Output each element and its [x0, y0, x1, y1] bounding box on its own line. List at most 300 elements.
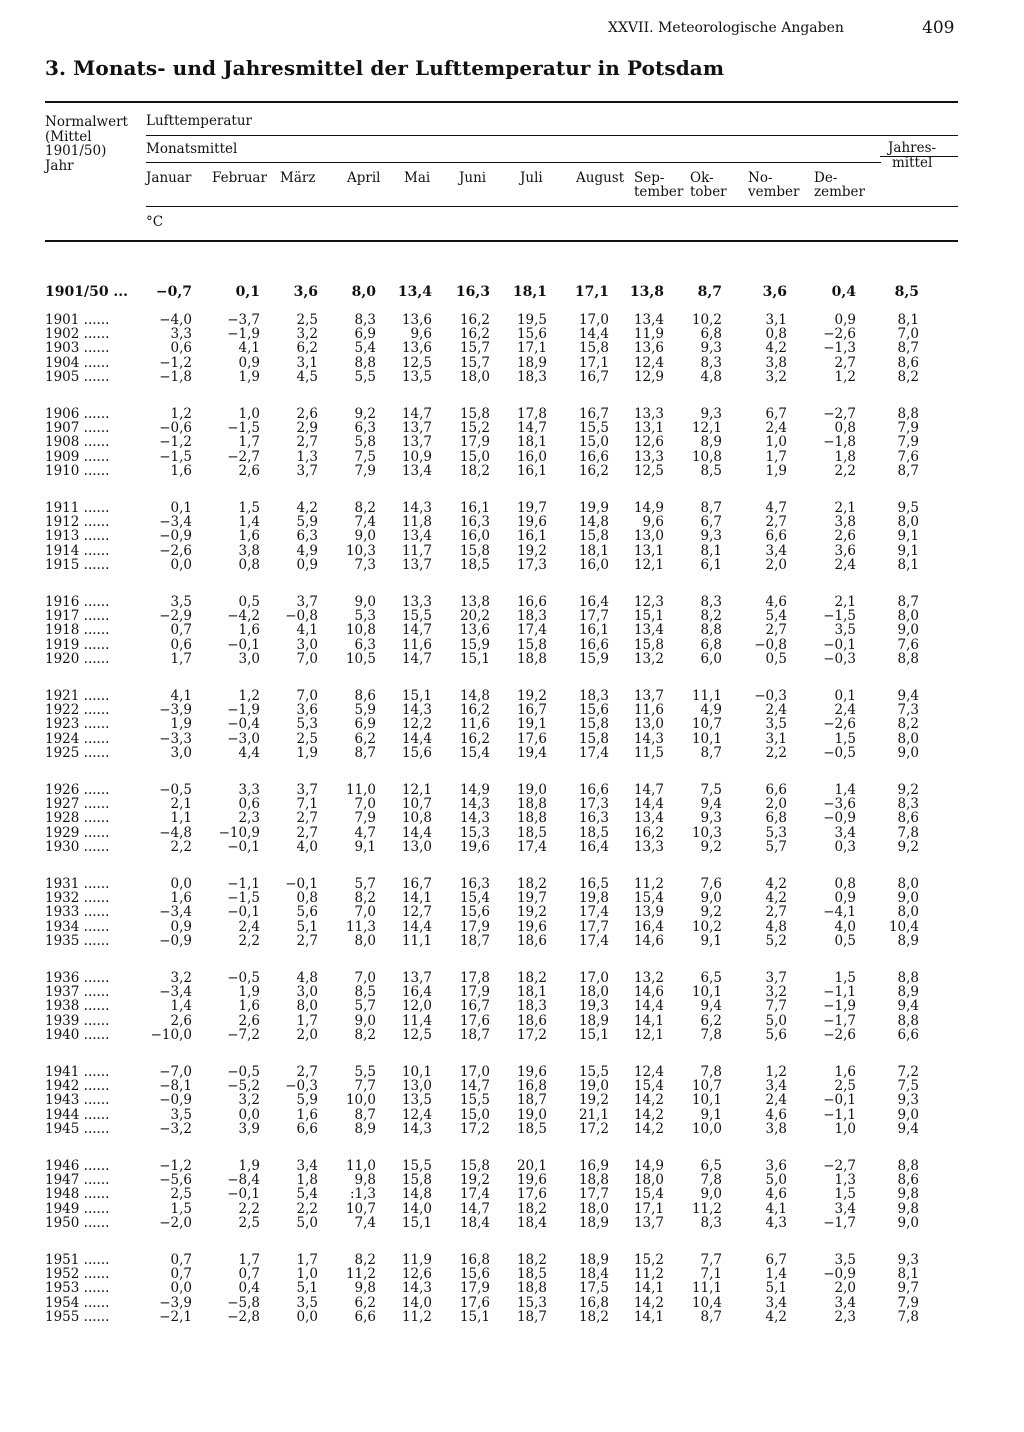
table-row [0, 407, 1024, 422]
value-cell: 2,1 [834, 594, 856, 610]
value-cell: 10,1 [691, 731, 722, 747]
value-cell: 18,3 [578, 688, 609, 704]
value-cell: 9,4 [700, 796, 722, 812]
value-cell: −1,9 [823, 998, 856, 1014]
value-cell: −0,8 [285, 608, 318, 624]
table-row [0, 1216, 1024, 1231]
month-header-line: vember [748, 184, 800, 200]
value-cell: 5,9 [296, 1092, 318, 1108]
annual-mean-cell: 7,8 [897, 1309, 919, 1325]
annual-mean-cell: 8,8 [897, 970, 919, 986]
value-cell: 15,2 [633, 1252, 664, 1268]
value-cell: 3,7 [296, 463, 318, 479]
value-cell: 17,6 [459, 1295, 490, 1311]
annual-mean-cell: 9,0 [897, 1107, 919, 1123]
value-cell: 13,4 [401, 528, 432, 544]
value-cell: −8,4 [227, 1172, 260, 1188]
annual-mean-cell: 9,0 [897, 745, 919, 761]
value-cell: −0,7 [155, 284, 192, 300]
value-cell: 19,2 [516, 688, 547, 704]
value-cell: 1,2 [238, 688, 260, 704]
value-cell: 12,5 [401, 355, 432, 371]
table-row [0, 811, 1024, 826]
value-cell: 16,7 [401, 876, 432, 892]
value-cell: 17,8 [516, 406, 547, 422]
value-cell: 19,0 [516, 1107, 547, 1123]
value-cell: −0,1 [227, 839, 260, 855]
value-cell: 5,6 [765, 1027, 787, 1043]
value-cell: 5,1 [296, 1280, 318, 1296]
value-cell: 3,2 [296, 326, 318, 342]
value-cell: 13,6 [633, 340, 664, 356]
value-cell: 3,6 [762, 284, 787, 300]
month-header [459, 171, 486, 185]
value-cell: 16,1 [578, 622, 609, 638]
value-cell: 10,8 [345, 622, 376, 638]
annual-mean-cell: 8,9 [897, 984, 919, 1000]
table-row [0, 1310, 1024, 1325]
value-cell: 18,2 [516, 1201, 547, 1217]
value-cell: −2,6 [823, 1027, 856, 1043]
value-cell: 16,4 [578, 594, 609, 610]
value-cell: 14,9 [633, 1158, 664, 1174]
annual-mean-cell: 8,8 [897, 406, 919, 422]
year-cell: 1954 ...... [45, 1295, 110, 1311]
row-header-line: Normalwert [45, 114, 128, 130]
table-row [0, 797, 1024, 812]
table-row [0, 652, 1024, 667]
value-cell: 5,4 [354, 340, 376, 356]
value-cell: 6,3 [296, 528, 318, 544]
value-cell: 15,6 [459, 904, 490, 920]
table-row [0, 1296, 1024, 1311]
value-cell: −5,2 [227, 1078, 260, 1094]
year-cell: 1901/50 ... [45, 284, 129, 300]
value-cell: 11,6 [401, 637, 432, 653]
value-cell: 13,7 [401, 970, 432, 986]
value-cell: 5,1 [296, 919, 318, 935]
value-cell: 18,9 [578, 1013, 609, 1029]
value-cell: 19,6 [516, 514, 547, 530]
value-cell: 10,7 [691, 716, 722, 732]
annual-mean-cell: 8,0 [897, 731, 919, 747]
year-cell: 1953 ...... [45, 1280, 110, 1296]
row-header [45, 115, 128, 173]
value-cell: 0,6 [170, 637, 192, 653]
value-cell: 5,7 [765, 839, 787, 855]
value-cell: 19,2 [516, 543, 547, 559]
year-cell: 1945 ...... [45, 1121, 110, 1137]
value-cell: −1,5 [227, 420, 260, 436]
value-cell: 15,5 [401, 608, 432, 624]
value-cell: −1,9 [227, 702, 260, 718]
value-cell: 11,6 [459, 716, 490, 732]
year-cell: 1950 ...... [45, 1215, 110, 1231]
table-row [0, 934, 1024, 949]
value-cell: 18,0 [578, 1201, 609, 1217]
value-cell: 16,6 [578, 637, 609, 653]
value-cell: 4,6 [765, 1186, 787, 1202]
value-cell: 16,3 [455, 284, 490, 300]
value-cell: 18,7 [516, 1092, 547, 1108]
month-header-line: Mai [404, 170, 431, 186]
table-row [0, 558, 1024, 573]
value-cell: 11,6 [633, 702, 664, 718]
annual-mean-cell: 7,9 [897, 420, 919, 436]
value-cell: 16,6 [516, 594, 547, 610]
value-cell: 15,8 [578, 340, 609, 356]
value-cell: 1,9 [170, 716, 192, 732]
row-header-line: (Mittel [45, 128, 92, 145]
value-cell: 0,4 [238, 1280, 260, 1296]
value-cell: 2,4 [834, 702, 856, 718]
table-row [0, 1253, 1024, 1268]
value-cell: 17,4 [459, 1186, 490, 1202]
value-cell: 4,3 [765, 1215, 787, 1231]
value-cell: 8,1 [700, 543, 722, 559]
value-cell: 7,0 [354, 970, 376, 986]
value-cell: 1,6 [296, 1107, 318, 1123]
value-cell: −3,4 [159, 514, 192, 530]
value-cell: 5,5 [354, 369, 376, 385]
value-cell: 2,0 [765, 796, 787, 812]
value-cell: 4,6 [765, 594, 787, 610]
value-cell: 16,0 [578, 557, 609, 573]
value-cell: 14,2 [633, 1092, 664, 1108]
value-cell: 15,8 [578, 528, 609, 544]
value-cell: 11,0 [345, 1158, 376, 1174]
annual-mean-cell: 9,4 [897, 1121, 919, 1137]
value-cell: 15,4 [633, 1078, 664, 1094]
value-cell: 17,3 [516, 557, 547, 573]
month-header-line: Februar [212, 170, 267, 186]
year-cell: 1904 ...... [45, 355, 110, 371]
value-cell: 18,2 [578, 1309, 609, 1325]
value-cell: 16,5 [578, 876, 609, 892]
value-cell: −2,6 [159, 543, 192, 559]
value-cell: 18,8 [516, 796, 547, 812]
value-cell: 16,0 [459, 528, 490, 544]
value-cell: 17,4 [578, 933, 609, 949]
value-cell: 0,8 [765, 326, 787, 342]
value-cell: 16,1 [459, 500, 490, 516]
value-cell: 1,1 [170, 810, 192, 826]
value-cell: 19,6 [516, 1064, 547, 1080]
month-header-line: No- [748, 170, 773, 186]
value-cell: 2,2 [238, 1201, 260, 1217]
value-cell: 18,6 [516, 933, 547, 949]
value-cell: 7,5 [700, 782, 722, 798]
year-cell: 1930 ...... [45, 839, 110, 855]
value-cell: 9,0 [354, 1013, 376, 1029]
value-cell: 18,5 [578, 825, 609, 841]
value-cell: 1,0 [238, 406, 260, 422]
value-cell: −1,9 [227, 326, 260, 342]
value-cell: 18,1 [578, 543, 609, 559]
value-cell: 19,7 [516, 500, 547, 516]
table-row [0, 421, 1024, 436]
value-cell: 6,8 [700, 637, 722, 653]
value-cell: 17,1 [578, 355, 609, 371]
value-cell: 15,5 [401, 1158, 432, 1174]
value-cell: 13,3 [633, 839, 664, 855]
value-cell: 18,8 [516, 810, 547, 826]
normal-row [0, 285, 1024, 300]
annual-mean-cell: 8,8 [897, 1158, 919, 1174]
value-cell: 15,1 [401, 1215, 432, 1231]
table-row [0, 623, 1024, 638]
value-cell: −0,5 [823, 745, 856, 761]
value-cell: 3,1 [765, 731, 787, 747]
annual-mean-cell: 9,3 [897, 1092, 919, 1108]
annual-mean-cell: 9,5 [897, 500, 919, 516]
value-cell: 4,1 [765, 1201, 787, 1217]
value-cell: 16,4 [633, 919, 664, 935]
value-cell: −1,5 [227, 890, 260, 906]
value-cell: 8,7 [700, 500, 722, 516]
year-cell: 1946 ...... [45, 1158, 110, 1174]
value-cell: 2,9 [296, 420, 318, 436]
unit-label: °C [146, 214, 164, 230]
value-cell: 16,0 [516, 449, 547, 465]
value-cell: 6,9 [354, 716, 376, 732]
year-cell: 1951 ...... [45, 1252, 110, 1268]
value-cell: 3,2 [238, 1092, 260, 1108]
value-cell: 9,0 [700, 890, 722, 906]
value-cell: 3,8 [765, 1121, 787, 1137]
value-cell: 11,0 [345, 782, 376, 798]
value-cell: 5,3 [296, 716, 318, 732]
annual-mean-cell: 8,7 [897, 463, 919, 479]
value-cell: −1,8 [159, 369, 192, 385]
value-cell: 15,8 [459, 1158, 490, 1174]
value-cell: −1,1 [227, 876, 260, 892]
group-header: Lufttemperatur [146, 113, 253, 129]
value-cell: 10,3 [345, 543, 376, 559]
value-cell: 0,9 [834, 312, 856, 328]
table-row [0, 1187, 1024, 1202]
value-cell: 6,2 [354, 731, 376, 747]
value-cell: 12,5 [633, 463, 664, 479]
value-cell: −0,1 [227, 637, 260, 653]
value-cell: 5,0 [765, 1172, 787, 1188]
value-cell: 5,3 [354, 608, 376, 624]
value-cell: 9,2 [700, 839, 722, 855]
annual-mean-cell: 8,9 [897, 933, 919, 949]
value-cell: 10,8 [401, 810, 432, 826]
value-cell: 17,7 [578, 919, 609, 935]
value-cell: −1,5 [159, 449, 192, 465]
value-cell: 16,1 [516, 463, 547, 479]
value-cell: 3,0 [296, 637, 318, 653]
value-cell: −4,0 [159, 312, 192, 328]
value-cell: −2,6 [823, 326, 856, 342]
value-cell: 14,9 [633, 500, 664, 516]
value-cell: 1,2 [765, 1064, 787, 1080]
month-header-line: zember [814, 184, 865, 200]
table-top-rule [45, 101, 958, 103]
value-cell: 14,2 [633, 1107, 664, 1123]
value-cell: 6,2 [354, 1295, 376, 1311]
value-cell: 5,9 [354, 702, 376, 718]
table-row [0, 985, 1024, 1000]
value-cell: −2,1 [159, 1309, 192, 1325]
value-cell: 9,8 [354, 1280, 376, 1296]
value-cell: 8,2 [700, 608, 722, 624]
value-cell: 4,0 [834, 919, 856, 935]
value-cell: 17,4 [516, 839, 547, 855]
annual-mean-cell: 7,5 [897, 1078, 919, 1094]
value-cell: 14,3 [401, 1280, 432, 1296]
value-cell: 4,7 [765, 500, 787, 516]
year-cell: 1928 ...... [45, 810, 110, 826]
value-cell: 4,8 [765, 919, 787, 935]
table-row [0, 435, 1024, 450]
year-cell: 1947 ...... [45, 1172, 110, 1188]
value-cell: 2,1 [834, 500, 856, 516]
value-cell: 3,9 [238, 1121, 260, 1137]
value-cell: 14,6 [633, 933, 664, 949]
value-cell: 15,8 [401, 1172, 432, 1188]
year-cell: 1910 ...... [45, 463, 110, 479]
value-cell: 9,6 [642, 514, 664, 530]
value-cell: 4,9 [700, 702, 722, 718]
value-cell: 8,2 [354, 1027, 376, 1043]
value-cell: 13,3 [633, 406, 664, 422]
annual-mean-cell: 9,2 [897, 782, 919, 798]
value-cell: 11,3 [345, 919, 376, 935]
value-cell: 4,7 [354, 825, 376, 841]
value-cell: −5,8 [227, 1295, 260, 1311]
value-cell: 18,2 [516, 1252, 547, 1268]
value-cell: 9,0 [354, 594, 376, 610]
value-cell: 14,3 [401, 702, 432, 718]
value-cell: 8,0 [351, 284, 376, 300]
value-cell: 4,8 [700, 369, 722, 385]
value-cell: 14,7 [401, 406, 432, 422]
value-cell: 11,2 [633, 876, 664, 892]
value-cell: 11,9 [401, 1252, 432, 1268]
month-header-line: De- [814, 170, 838, 186]
value-cell: 2,2 [765, 745, 787, 761]
value-cell: 0,0 [170, 1280, 192, 1296]
value-cell: 12,4 [633, 355, 664, 371]
value-cell: 14,7 [401, 651, 432, 667]
month-header [520, 171, 543, 185]
value-cell: 19,8 [578, 890, 609, 906]
value-cell: 1,5 [834, 731, 856, 747]
value-cell: 8,2 [354, 890, 376, 906]
table-row [0, 840, 1024, 855]
year-cell: 1919 ...... [45, 637, 110, 653]
value-cell: 2,5 [296, 312, 318, 328]
value-cell: −0,4 [227, 716, 260, 732]
value-cell: 5,8 [354, 434, 376, 450]
value-cell: 13,6 [459, 622, 490, 638]
table-row [0, 356, 1024, 371]
value-cell: 15,1 [401, 688, 432, 704]
value-cell: 16,8 [459, 1252, 490, 1268]
value-cell: 0,5 [238, 594, 260, 610]
value-cell: 12,1 [633, 557, 664, 573]
value-cell: 17,8 [459, 970, 490, 986]
value-cell: 18,9 [516, 355, 547, 371]
value-cell: 16,2 [459, 326, 490, 342]
value-cell: −2,9 [159, 608, 192, 624]
value-cell: 15,8 [578, 731, 609, 747]
month-header [814, 171, 865, 199]
value-cell: 16,3 [459, 514, 490, 530]
value-cell: 13,2 [633, 651, 664, 667]
value-cell: 8,2 [354, 500, 376, 516]
value-cell: −2,7 [227, 449, 260, 465]
value-cell: 19,6 [516, 919, 547, 935]
value-cell: 0,4 [831, 284, 856, 300]
value-cell: 18,6 [516, 1013, 547, 1029]
value-cell: 2,7 [296, 933, 318, 949]
value-cell: 15,4 [459, 745, 490, 761]
year-cell: 1923 ...... [45, 716, 110, 732]
value-cell: −0,9 [823, 810, 856, 826]
value-cell: 0,3 [834, 839, 856, 855]
year-cell: 1915 ...... [45, 557, 110, 573]
value-cell: 10,7 [345, 1201, 376, 1217]
value-cell: 1,8 [834, 449, 856, 465]
value-cell: 7,8 [700, 1027, 722, 1043]
value-cell: 6,6 [765, 782, 787, 798]
value-cell: 11,8 [401, 514, 432, 530]
value-cell: 13,1 [633, 420, 664, 436]
value-cell: 17,2 [578, 1121, 609, 1137]
year-cell: 1916 ...... [45, 594, 110, 610]
month-header-line: August [576, 170, 625, 186]
year-cell: 1922 ...... [45, 702, 110, 718]
month-header [212, 171, 267, 185]
table-row [0, 877, 1024, 892]
year-cell: 1935 ...... [45, 933, 110, 949]
value-cell: 19,3 [578, 998, 609, 1014]
value-cell: −3,4 [159, 984, 192, 1000]
value-cell: −1,2 [159, 1158, 192, 1174]
value-cell: 1,4 [765, 1266, 787, 1282]
table-row [0, 370, 1024, 385]
value-cell: 5,1 [765, 1280, 787, 1296]
value-cell: 4,6 [765, 1107, 787, 1123]
value-cell: 6,0 [700, 651, 722, 667]
year-cell: 1939 ...... [45, 1013, 110, 1029]
value-cell: 14,9 [459, 782, 490, 798]
annual-header [888, 141, 936, 170]
value-cell: 2,6 [170, 1013, 192, 1029]
year-cell: 1952 ...... [45, 1266, 110, 1282]
value-cell: 18,4 [459, 1215, 490, 1231]
value-cell: 19,7 [516, 890, 547, 906]
value-cell: 8,7 [354, 1107, 376, 1123]
value-cell: 0,8 [238, 557, 260, 573]
value-cell: 4,1 [238, 340, 260, 356]
value-cell: 10,4 [691, 1295, 722, 1311]
value-cell: 1,6 [238, 998, 260, 1014]
value-cell: −0,5 [227, 970, 260, 986]
value-cell: 9,3 [700, 406, 722, 422]
value-cell: 14,3 [459, 796, 490, 812]
value-cell: 6,2 [296, 340, 318, 356]
value-cell: 11,2 [345, 1266, 376, 1282]
value-cell: 2,6 [238, 463, 260, 479]
value-cell: 19,2 [459, 1172, 490, 1188]
value-cell: 13,4 [633, 622, 664, 638]
value-cell: 2,5 [238, 1215, 260, 1231]
